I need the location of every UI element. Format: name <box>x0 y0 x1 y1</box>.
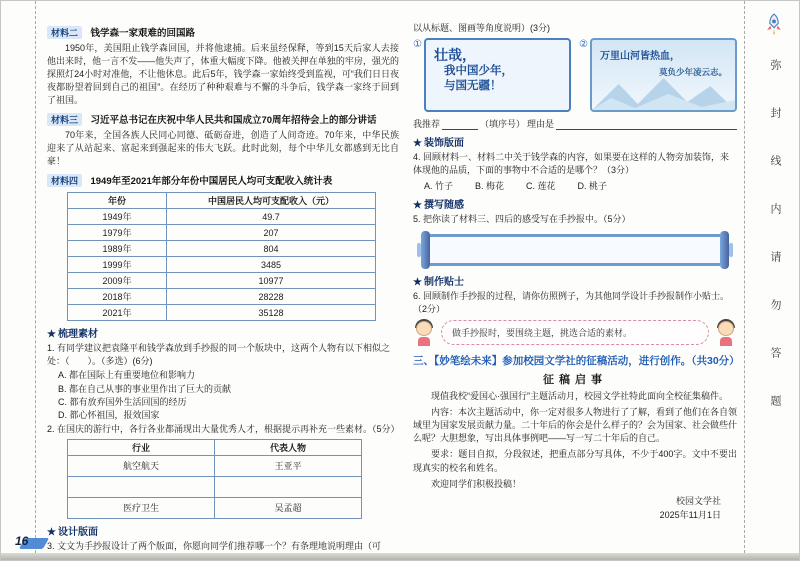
slogan-line: 与国无疆！ <box>443 79 502 92</box>
table-cell: 王亚平 <box>215 455 362 476</box>
option-a: A. 竹子 <box>424 181 454 192</box>
table-header-row <box>68 193 376 209</box>
section-heading-write-feelings <box>413 196 737 211</box>
material-2-tag: 材料二 <box>47 26 82 39</box>
layout-design-2 <box>590 38 737 112</box>
material-3-heading <box>47 110 399 128</box>
material-2-title: 钱学森一家艰难的回国路 <box>90 28 195 39</box>
table-cell: 10977 <box>167 273 376 289</box>
slogan-line: 壮哉， <box>433 47 476 64</box>
notice-paragraph-1: 现值我校“爱国心·强国行”主题活动月，校园文学社特此面向全校征集稿件。 <box>431 391 728 402</box>
table-cell: 航空航天 <box>68 455 215 476</box>
table-header-cell: 年份 <box>68 193 167 209</box>
left-column <box>47 21 399 550</box>
scroll-roller-icon <box>421 231 430 269</box>
scroll-writing-area <box>417 231 733 269</box>
table-row <box>68 273 376 289</box>
star-icon: ★ <box>413 200 422 212</box>
table-cell-blank <box>68 476 215 497</box>
mountain-icon <box>592 74 735 110</box>
star-icon: ★ <box>47 526 56 538</box>
page-number-badge <box>13 534 53 550</box>
table-cell: 804 <box>167 241 376 257</box>
notice-title: 征稿启事 <box>543 374 607 387</box>
notice-signature <box>413 494 737 523</box>
option-b: B. 都在自己从事的事业里作出了巨大的贡献 <box>58 383 232 394</box>
question-4-text: 4. 回顾材料一、材料二中关于钱学森的内容，如果要在这样的人物旁加装饰，来体现他的品质，下面的事物中不合适的是哪个？（3分） <box>413 152 730 176</box>
table-row <box>68 225 376 241</box>
layout-options <box>413 38 737 112</box>
material-3-title: 习近平总书记在庆祝中华人民共和国成立70周年招待会上的部分讲话 <box>90 115 377 127</box>
binding-dashed-line <box>35 1 36 553</box>
question-5-text: 5. 把你读了材料三、四后的感受写在手抄报中。（5分） <box>413 214 631 225</box>
section-heading-tips <box>413 273 737 288</box>
section-title: 装饰版面 <box>423 138 464 150</box>
option-c: C. 都有放弃国外生活回国的经历 <box>58 396 187 407</box>
section-title: 撰写随感 <box>423 200 464 212</box>
right-column <box>413 21 740 550</box>
layout-option-2 <box>579 38 737 112</box>
answer-blank <box>556 119 737 130</box>
table-cell-blank <box>215 476 362 497</box>
section-three-heading: 三、【妙笔绘未来】参加校园文学社的征稿活动，进行创作。（共30分） <box>413 355 740 368</box>
question-2-text: 2. 在国庆的游行中，各行各业都涌现出大量优秀人才，根据提示再补充一些素材。（5分） <box>47 423 400 434</box>
scroll-roller-icon <box>720 231 729 269</box>
table-cell: 35128 <box>167 305 376 321</box>
seal-margin-text: 弥封线内请勿答题 <box>769 59 781 443</box>
table-header-cell: 中国居民人均可支配收入（元） <box>167 193 376 209</box>
material-4-tag: 材料四 <box>47 174 82 187</box>
industry-table <box>67 439 362 519</box>
table-row <box>68 257 376 273</box>
table-cell: 1949年 <box>68 209 167 225</box>
seal-dashed-line <box>744 1 745 553</box>
option-b: B. 梅花 <box>475 181 505 192</box>
tip-speech-bubble: 做手抄报时，要围绕主题，挑选合适的素材。 <box>441 320 709 345</box>
table-cell: 28228 <box>167 289 376 305</box>
table-row <box>68 305 376 321</box>
signature-name: 校园文学社 <box>675 495 721 506</box>
section-title: 设计版面 <box>57 526 98 538</box>
slogan-line: 莫负少年凌云志。 <box>658 67 727 78</box>
table-row <box>68 476 362 497</box>
material-2-body: 1950年，美国阻止钱学森回国，并将他逮捕。后来虽经保释，等到15天后家人去接他出来时，他一言不发——他失声了，体重大幅度下降。他被关押在单独的牢房，强光的探照灯24小时对准他，不让他休息。此后5年，钱学森一家始终受到监视，可“我们日日夜夜都盼望着回到自己的祖国”。在经历了种种艰难与不懈的斗争后，钱学森一家终于回到了祖国。 <box>47 43 399 106</box>
option-d: D. 桃子 <box>577 181 608 192</box>
scroll-knob-icon <box>729 243 733 257</box>
table-cell: 1979年 <box>68 225 167 241</box>
material-3-tag: 材料三 <box>47 113 82 126</box>
table-cell: 2018年 <box>68 289 167 305</box>
table-header-cell: 代表人物 <box>215 439 362 455</box>
scan-edge <box>1 553 799 560</box>
section-heading-sort-material <box>47 325 399 340</box>
question-1-text: 1. 有同学建议把袁隆平和钱学森放到手抄报的同一个版块中，这两个人物有以下相似之处：（ ）。（多选）(6分) <box>47 343 391 367</box>
table-cell: 207 <box>167 225 376 241</box>
recommend-middle: 理由是 <box>527 119 555 130</box>
recommend-line <box>413 117 737 130</box>
section-title: 梳理素材 <box>57 329 98 341</box>
option-a: A. 都在国际上有重要地位和影响力 <box>58 370 196 381</box>
table-header-row <box>68 439 362 455</box>
page-number: 16 <box>15 534 29 548</box>
table-cell: 医疗卫生 <box>68 497 215 518</box>
material-4-title: 1949年至2021年部分年份中国居民人均可支配收入统计表 <box>90 176 333 188</box>
recommend-prefix: 我推荐 <box>413 119 441 130</box>
table-cell: 49.7 <box>167 209 376 225</box>
table-cell: 吴孟超 <box>215 497 362 518</box>
scroll-paper <box>430 234 720 266</box>
student-icon <box>715 319 737 346</box>
table-cell: 1989年 <box>68 241 167 257</box>
table-row <box>68 241 376 257</box>
option-c: C. 莲花 <box>526 181 556 192</box>
table-cell: 3485 <box>167 257 376 273</box>
table-cell: 1999年 <box>68 257 167 273</box>
table-row <box>68 455 362 476</box>
option-d: D. 都心怀祖国，报效国家 <box>58 409 160 420</box>
rocket-icon <box>763 13 785 39</box>
signature-date: 2025年11月1日 <box>659 510 721 520</box>
slogan-line: 我中国少年， <box>443 64 513 77</box>
tip-cartoon-row <box>413 319 737 346</box>
question-1-options <box>47 369 399 421</box>
question-6-text: 6. 回顾制作手抄报的过程，请你仿照例子，为其他同学设计手抄报制作小贴士。（2分） <box>413 291 730 315</box>
slogan-line: 万里山河皆热血， <box>599 51 680 63</box>
section-title: 制作贴士 <box>423 277 464 289</box>
table-cell: 2009年 <box>68 273 167 289</box>
question-4-options <box>413 179 737 192</box>
table-row <box>68 497 362 518</box>
table-row <box>68 289 376 305</box>
question-3-text: 3. 文文为手抄报设计了两个版面，你愿向同学们推荐哪一个？有条理地说明理由（可 <box>47 540 382 551</box>
section-heading-design-layout <box>47 523 399 538</box>
star-icon: ★ <box>413 277 422 289</box>
table-cell: 2021年 <box>68 305 167 321</box>
notice-closing: 欢迎同学们积极投稿！ <box>431 478 522 489</box>
circled-number-1: ① <box>413 39 422 51</box>
page-content <box>47 21 740 551</box>
table-row <box>68 209 376 225</box>
layout-option-1 <box>413 38 571 112</box>
question-3-continued: 以从标题、图画等角度说明）(3分) <box>413 23 551 33</box>
notice-paragraph-3: 要求：题目自拟，分段叙述，把重点部分写具体，不少于400字。文中不要出现真实的校名和姓名。 <box>413 449 737 473</box>
student-icon <box>413 319 435 346</box>
notice-paragraph-2: 内容：本次主题活动中，你一定对很多人物进行了了解，看到了他们在各自领域里为国家发展贡献力量。二十年后的你会是什么样子的？会为国家、社会做些什么呢？大胆想象，写出具体事例吧——写一写二十年后的自己。 <box>413 407 738 444</box>
section-heading-decorate <box>413 134 737 149</box>
star-icon: ★ <box>47 329 56 341</box>
answer-blank <box>442 119 478 130</box>
material-2-heading <box>47 23 399 41</box>
material-4-heading <box>47 171 399 189</box>
recommend-hint: （填序号） <box>480 119 526 130</box>
income-table <box>67 192 376 321</box>
layout-design-1 <box>424 38 571 112</box>
table-header-cell: 行业 <box>68 439 215 455</box>
material-3-body: 70年来，全国各族人民同心同德、砥砺奋进，创造了人间奇迹。70年来，中华民族迎来了从站起来、富起来到强起来的伟大飞跃。此时此刻，每个中华儿女都感到无比自豪！ <box>47 130 399 167</box>
star-icon: ★ <box>413 138 422 150</box>
circled-number-2: ② <box>579 39 588 51</box>
